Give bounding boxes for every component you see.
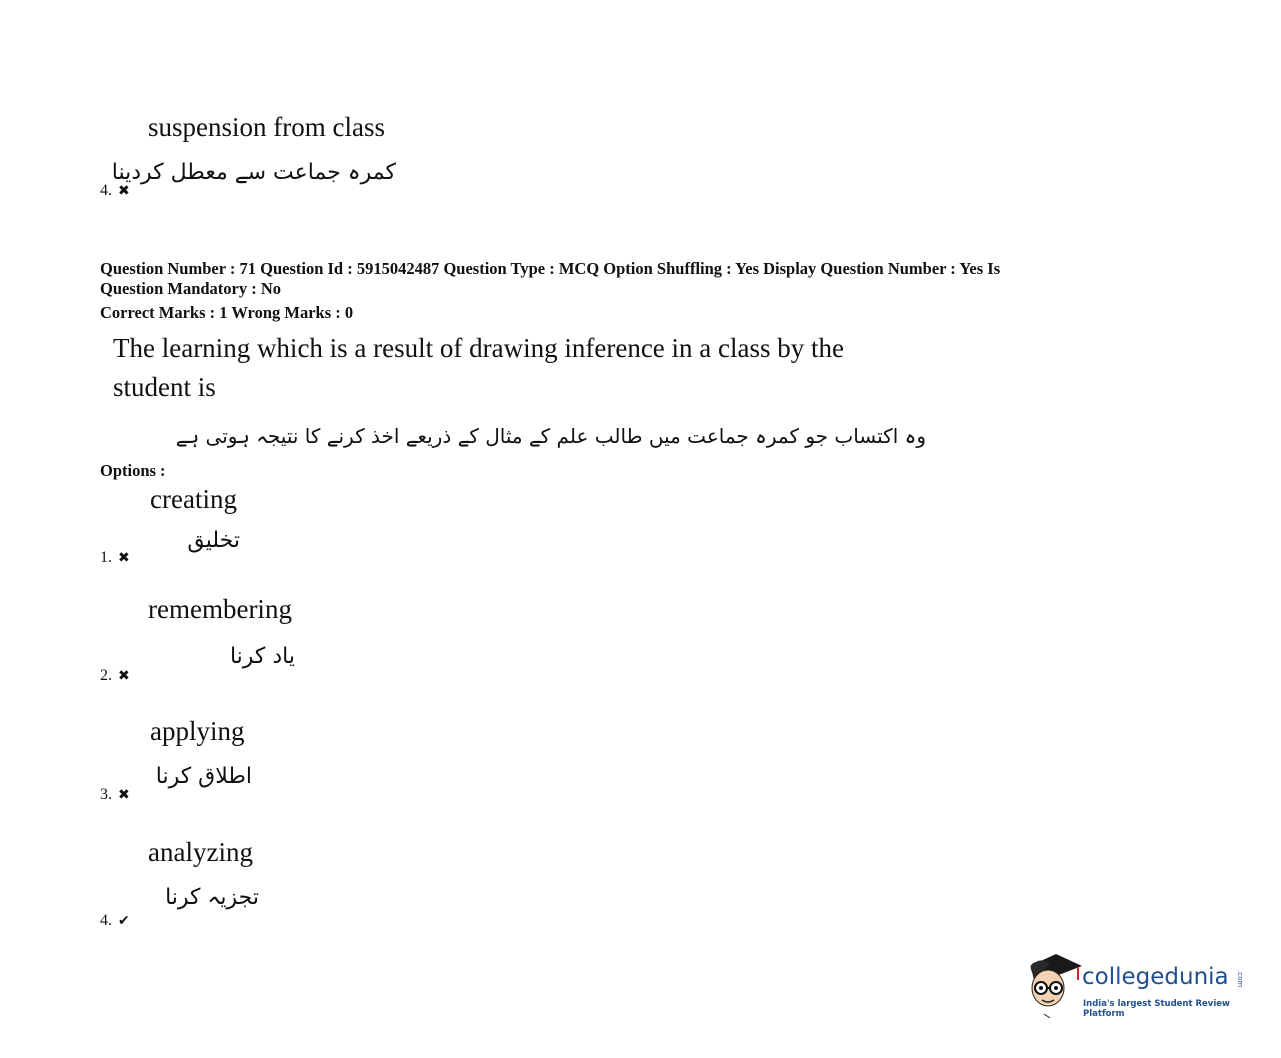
option-3-urdu: اطلاق کرنا	[155, 764, 252, 789]
option-4-urdu: تجزیہ کرنا	[165, 885, 259, 910]
check-icon: ✔	[118, 913, 130, 929]
option-2-urdu: یاد کرنا	[229, 644, 295, 669]
question-meta-line1: Question Number : 71 Question Id : 5915042487 Question Type : MCQ Option Shuffling : Yes Display Question Number : Yes Is	[100, 259, 1001, 278]
collegedunia-logo	[1022, 950, 1252, 1020]
cross-icon: ✖	[118, 183, 130, 199]
prev-option-marker	[100, 182, 130, 200]
question-meta-line2: Question Mandatory : No	[100, 279, 282, 298]
option-1-english: creating	[150, 484, 237, 514]
cross-icon: ✖	[118, 550, 130, 566]
option-3-english: applying	[150, 716, 245, 746]
option-1-number: 1.	[100, 549, 112, 566]
logo-name: collegedunia	[1082, 964, 1229, 990]
option-2-english: remembering	[148, 594, 292, 624]
option-4-marker	[100, 912, 130, 930]
cross-icon: ✖	[118, 668, 130, 684]
question-text-line2: student is	[113, 372, 216, 402]
option-2-marker	[100, 667, 130, 685]
logo-suffix: .com	[1236, 970, 1244, 988]
option-3-marker	[100, 786, 130, 804]
option-1-urdu: تخلیق	[187, 528, 240, 553]
option-4-english: analyzing	[148, 837, 253, 867]
option-2-number: 2.	[100, 667, 112, 684]
question-urdu: وہ اکتساب جو کمرہ جماعت میں طالب علم کے مثال کے ذریعے اخذ کرنے کا نتیجہ ہوتی ہے	[175, 424, 926, 448]
option-3-number: 3.	[100, 786, 112, 803]
prev-option-number: 4.	[100, 182, 112, 199]
option-1-marker	[100, 549, 130, 567]
question-text-line1: The learning which is a result of drawing inference in a class by the	[113, 333, 844, 363]
options-label: Options :	[100, 461, 166, 480]
mascot-icon	[1022, 950, 1084, 1020]
prev-option-urdu: کمرہ جماعت سے معطل کردینا	[111, 160, 396, 185]
prev-option-english: suspension from class	[148, 112, 385, 142]
option-4-number: 4.	[100, 912, 112, 929]
cross-icon: ✖	[118, 787, 130, 803]
logo-tagline: India's largest Student Review Platform	[1083, 999, 1230, 1019]
question-marks: Correct Marks : 1 Wrong Marks : 0	[100, 303, 354, 322]
